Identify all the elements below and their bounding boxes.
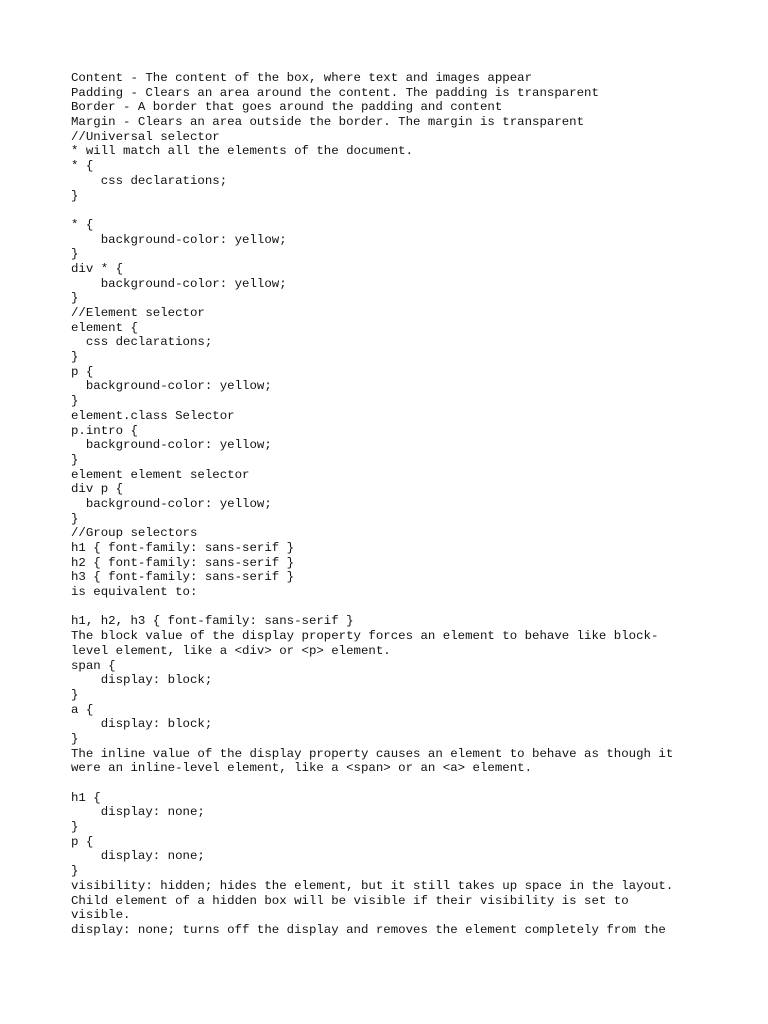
document-line: Border - A border that goes around the padding and content	[71, 100, 503, 115]
document-line: element.class Selector	[71, 408, 235, 423]
document-line: background-color: yellow;	[71, 232, 287, 247]
document-line: * {	[71, 217, 94, 232]
document-line: div p {	[71, 482, 124, 497]
document-line: h1 { font-family: sans-serif }	[71, 541, 295, 555]
document-line: display: block;	[71, 673, 213, 688]
document-line: Margin - Clears an area outside the border. The margin is transparent	[71, 115, 585, 130]
document-line: p {	[71, 834, 94, 849]
document-line: css declarations;	[71, 335, 213, 350]
document-line: Child element of a hidden box will be visible if their visibility is set to	[71, 893, 629, 908]
document-line: element element selector	[71, 467, 250, 482]
document-line: css declarations;	[71, 173, 228, 188]
document-line: }	[71, 188, 79, 203]
document-line: is equivalent to:	[71, 585, 198, 600]
document-line: }	[71, 452, 79, 467]
document-line	[71, 776, 711, 791]
document-line: //Group selectors	[71, 526, 198, 541]
document-line: h3 { font-family: sans-serif }	[71, 570, 295, 585]
document-line: }	[71, 350, 79, 365]
document-line: h1, h2, h3 { font-family: sans-serif }	[71, 614, 354, 629]
document-line: display: none; turns off the display and removes the element completely from the	[71, 922, 666, 937]
document-line: * will match all the elements of the document.	[71, 144, 414, 159]
document-line: p.intro {	[71, 423, 138, 438]
document-line: element {	[71, 320, 138, 335]
document-line: Padding - Clears an area around the content. The padding is transparent	[71, 85, 599, 100]
document-line: }	[71, 731, 79, 746]
document-line: }	[71, 247, 79, 262]
document-line: span {	[71, 658, 116, 673]
document-line: //Universal selector	[71, 129, 220, 144]
document-line: visible.	[71, 908, 131, 923]
document-line: }	[71, 394, 79, 409]
document-line: }	[71, 291, 79, 306]
document-line: }	[71, 864, 79, 879]
document-line: h1 {	[71, 790, 101, 805]
document-line: h2 { font-family: sans-serif }	[71, 555, 295, 570]
document-line: The block value of the display property forces an element to behave like block-	[71, 629, 659, 644]
document-line	[71, 203, 711, 218]
document-line: a {	[71, 702, 94, 717]
document-line: //Element selector	[71, 306, 205, 320]
document-line: display: none;	[71, 805, 205, 820]
document-line: Content - The content of the box, where text and images appear	[71, 71, 533, 85]
document-line: The inline value of the display property causes an element to behave as though it	[71, 746, 674, 761]
document-line: }	[71, 687, 79, 702]
document-line: visibility: hidden; hides the element, but it still takes up space in the layout.	[71, 878, 674, 893]
document-line	[71, 600, 711, 615]
document-line: display: block;	[71, 717, 213, 732]
document-line: background-color: yellow;	[71, 379, 272, 394]
document-line: background-color: yellow;	[71, 438, 272, 453]
document-line: background-color: yellow;	[71, 496, 272, 511]
document-line: * {	[71, 159, 94, 174]
document-line: div * {	[71, 261, 124, 276]
document-line: }	[71, 511, 79, 526]
document-line: display: none;	[71, 849, 205, 864]
document-page	[71, 71, 711, 938]
document-line: background-color: yellow;	[71, 276, 287, 291]
document-line: p {	[71, 364, 94, 379]
document-line: level element, like a <div> or <p> element.	[71, 643, 391, 658]
document-line: }	[71, 820, 79, 835]
document-line: were an inline-level element, like a <span> or an <a> element.	[71, 761, 533, 776]
